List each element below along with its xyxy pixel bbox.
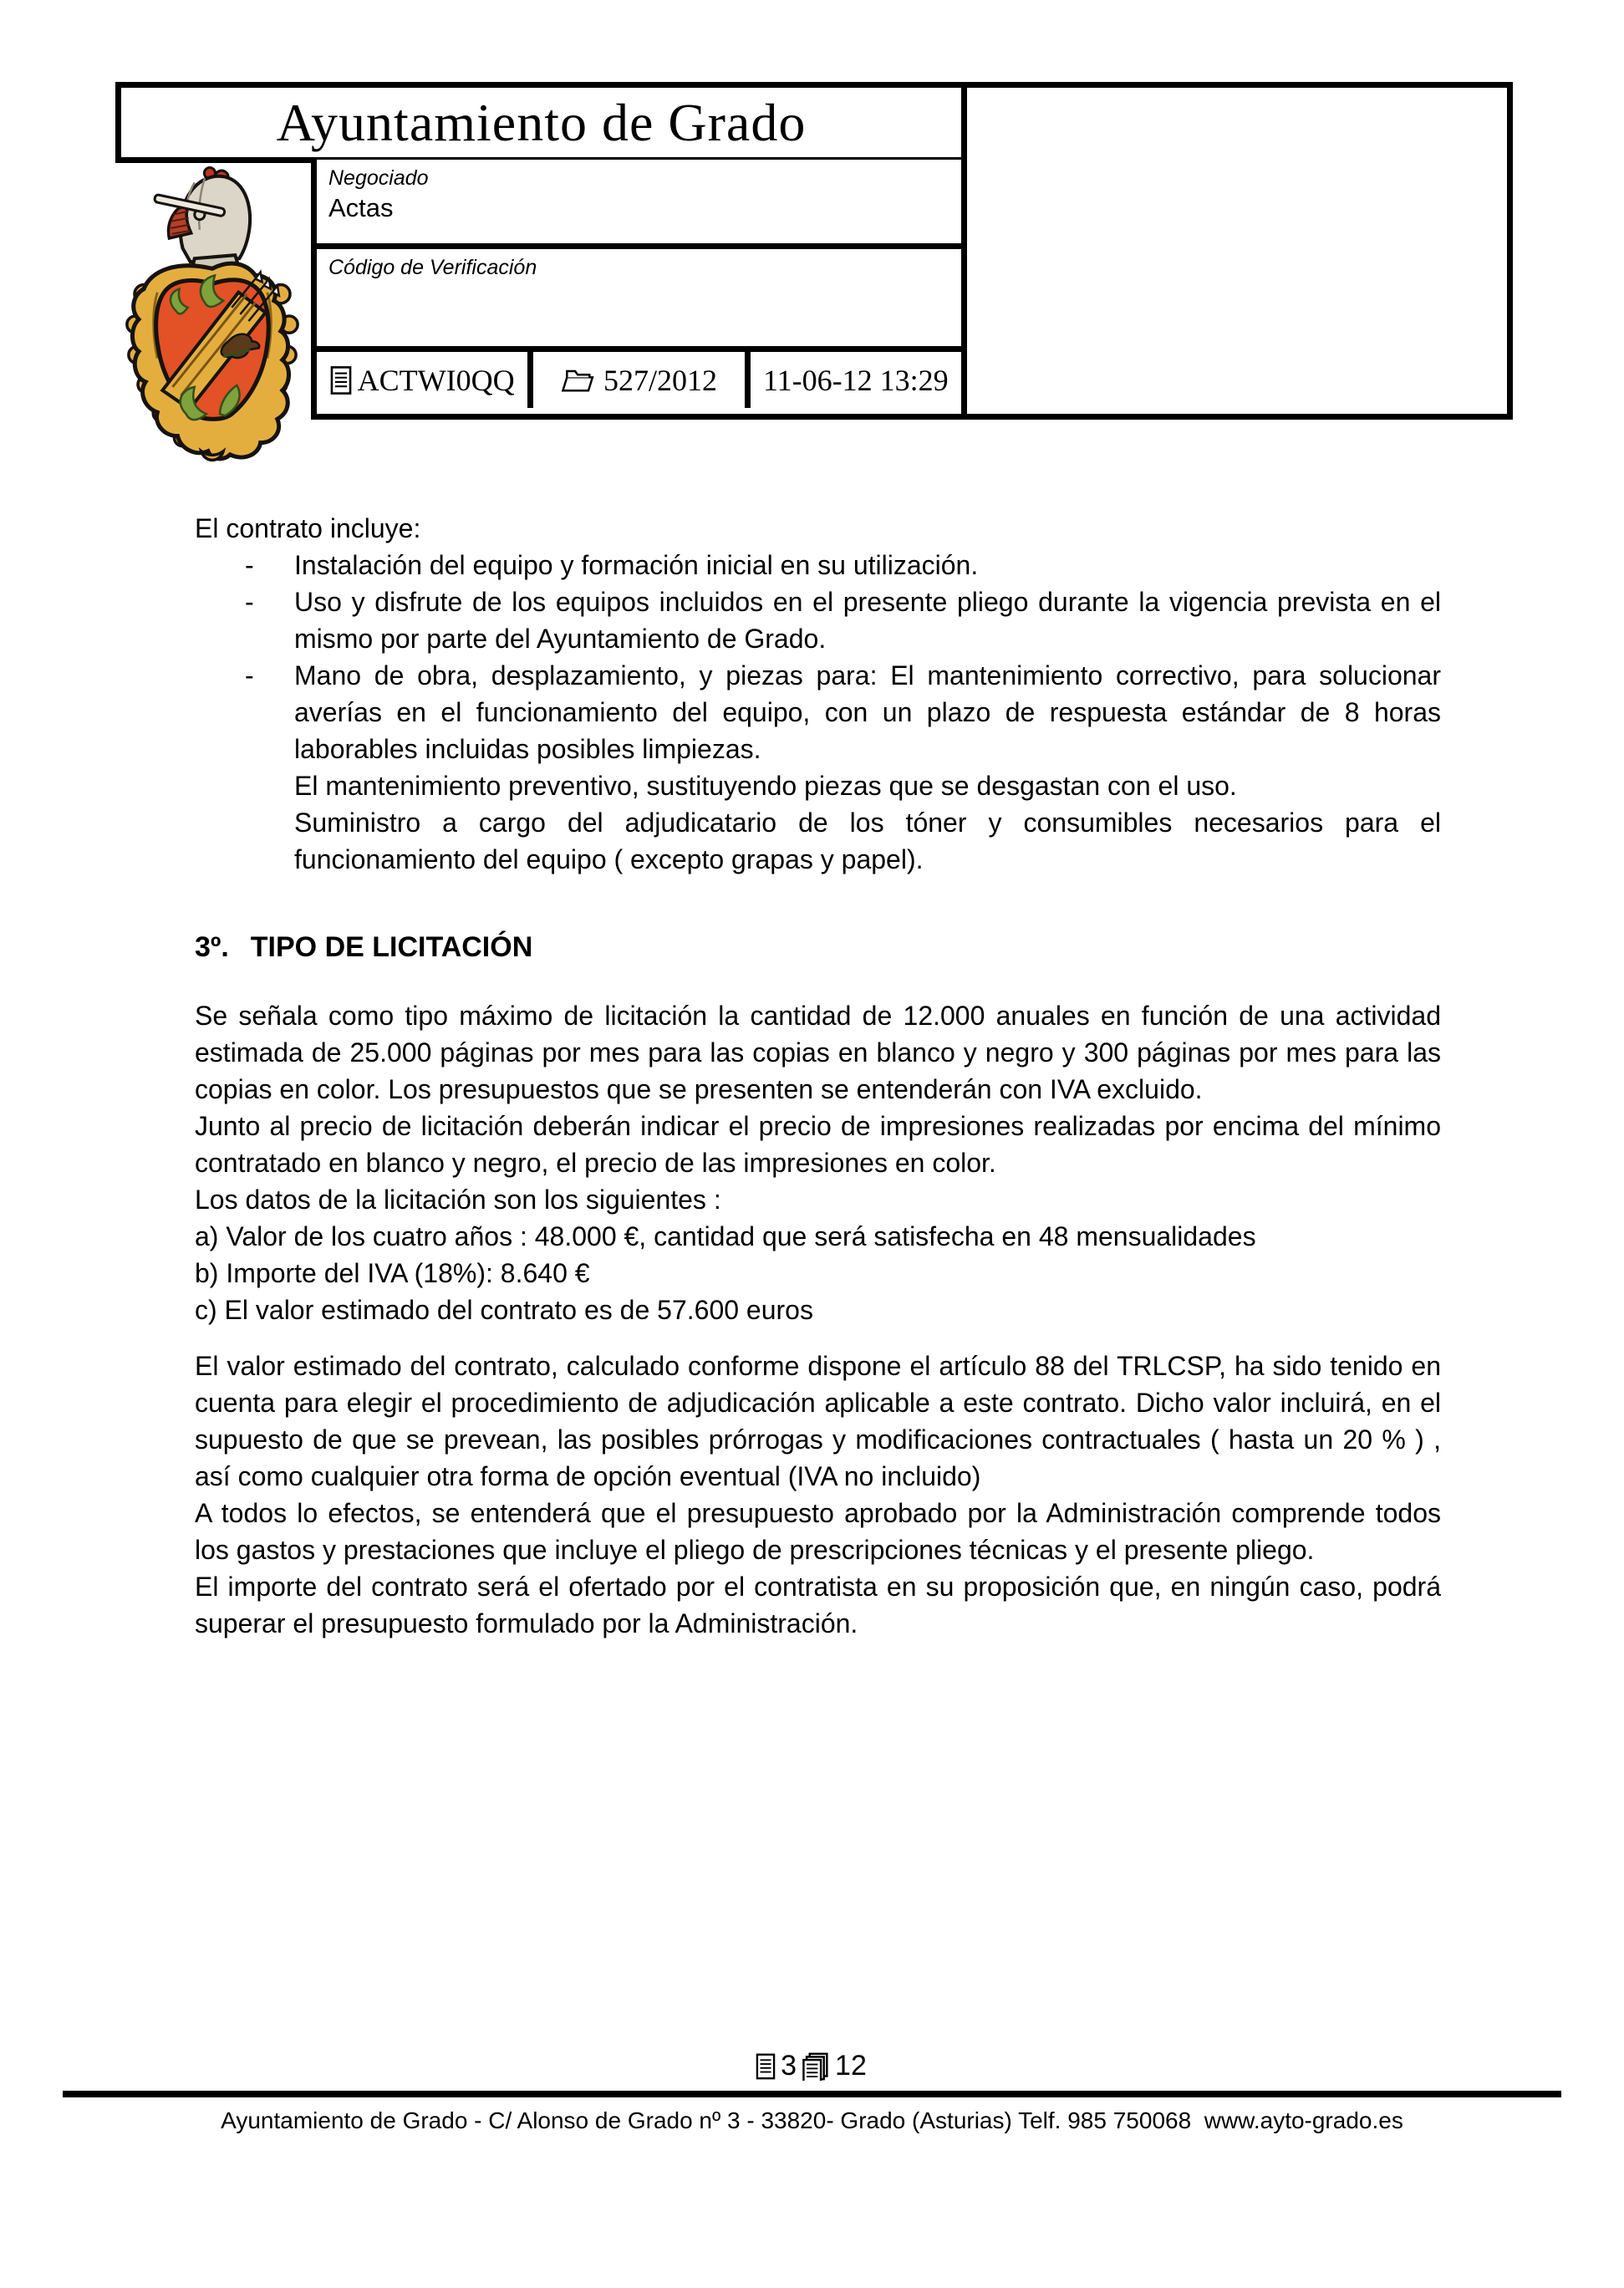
codes-row — [317, 352, 961, 408]
folder-icon — [561, 368, 598, 393]
header-meta-table — [311, 160, 967, 420]
bullet-dash: - — [245, 550, 254, 580]
datetime-cell — [745, 352, 961, 408]
paragraph: El valor estimado del contrato, calculado conforme dispone el artículo 88 del TRLCSP, ha sido tenido en cuenta para elegir el procedimiento de adjudicación aplicable a este contrato. Dicho valor incluirá, en el supuesto de que se prevean, las posibles prórrogas y modificaciones contractuales ( hasta un 20 % ) , así como cualquier otra forma de opción eventual (IVA no incluido) — [195, 1351, 1441, 1491]
pages-icon — [802, 2052, 830, 2081]
contract-includes-list — [195, 547, 1441, 878]
page-indicator — [0, 2050, 1624, 2082]
file-number: 527/2012 — [603, 363, 717, 397]
section-number: 3º. — [195, 931, 229, 963]
paragraph: Se señala como tipo máximo de licitación la cantidad de 12.000 anuales en función de una actividad estimada de 25.000 páginas por mes para las copias en blanco y negro y 300 páginas por mes para las copias en color. Los presupuestos que se presenten se entenderán con IVA excluido. — [195, 1001, 1441, 1104]
lettered-item: b) Importe del IVA (18%): 8.640 € — [195, 1258, 590, 1288]
paragraph: Junto al precio de licitación deberán indicar el precio de impresiones realizadas por encima del mínimo contratado en blanco y negro, el precio de las impresiones en color. — [195, 1111, 1441, 1178]
org-title: Ayuntamiento de Grado — [276, 92, 807, 152]
footer-address: Ayuntamiento de Grado - C/ Alonso de Grado nº 3 - 33820- Grado (Asturias) Telf. 985 750068 www.ayto-grado.es — [221, 2107, 1403, 2133]
datetime-value: 11-06-12 13:29 — [762, 363, 949, 397]
section-heading — [195, 929, 1441, 966]
document-body — [195, 510, 1441, 1642]
lettered-item: c) El valor estimado del contrato es de 57.600 euros — [195, 1295, 813, 1325]
footer-divider — [63, 2091, 1561, 2097]
verification-code-label: Código de Verificación — [328, 256, 537, 279]
paragraph: El importe del contrato será el ofertado por el contratista en su proposición que, en ningún caso, podrá superar el presupuesto formulado por la Administración. — [195, 1572, 1441, 1638]
list-item-continuation: Suministro a cargo del adjudicatario de los tóner y consumibles necesarios para el funcionamiento del equipo ( excepto grapas y papel). — [294, 808, 1441, 874]
negociado-label: Negociado — [328, 166, 429, 190]
page-total: 12 — [835, 2050, 867, 2082]
verification-code-row — [317, 249, 961, 352]
page-icon — [756, 2053, 776, 2080]
list-item-text: Uso y disfrute de los equipos incluidos en el presente pliego durante la vigencia prevista en el mismo por parte del Ayuntamiento de Grado. — [294, 587, 1441, 654]
negociado-row — [317, 160, 961, 249]
list-item — [195, 583, 1441, 657]
lettered-item: a) Valor de los cuatro años : 48.000 €, cantidad que será satisfecha en 48 mensualidades — [195, 1221, 1256, 1251]
document-code-cell — [317, 352, 527, 408]
header-title-box — [115, 82, 967, 163]
bullet-dash: - — [245, 660, 254, 690]
header-empty-box — [961, 82, 1513, 420]
negociado-value: Actas — [328, 193, 394, 222]
bullet-dash: - — [245, 587, 254, 617]
document-icon — [330, 365, 352, 395]
list-item-text: Mano de obra, desplazamiento, y piezas para: El mantenimiento correctivo, para solucionar averías en el funcionamiento del equipo, con un plazo de respuesta estándar de 8 horas laborables incluidas posibles limpiezas. — [294, 660, 1441, 764]
intro-line: El contrato incluye: — [195, 513, 421, 543]
list-item-text: Instalación del equipo y formación inicial en su utilización. — [294, 550, 979, 580]
list-item — [195, 657, 1441, 878]
list-item — [195, 547, 1441, 583]
file-number-cell — [527, 352, 744, 408]
page-current: 3 — [781, 2050, 797, 2082]
coat-of-arms — [122, 166, 303, 470]
list-item-continuation: El mantenimiento preventivo, sustituyendo piezas que se desgastan con el uso. — [294, 771, 1237, 801]
lettered-list — [195, 1218, 1441, 1328]
paragraph: A todos lo efectos, se entenderá que el presupuesto aprobado por la Administración comprende todos los gastos y prestaciones que incluye el pliego de prescripciones técnicas y el presente pliego. — [195, 1498, 1441, 1565]
paragraph: Los datos de la licitación son los siguientes : — [195, 1185, 721, 1215]
document-code: ACTWI0QQ — [357, 363, 515, 397]
section-title: TIPO DE LICITACIÓN — [250, 931, 533, 963]
